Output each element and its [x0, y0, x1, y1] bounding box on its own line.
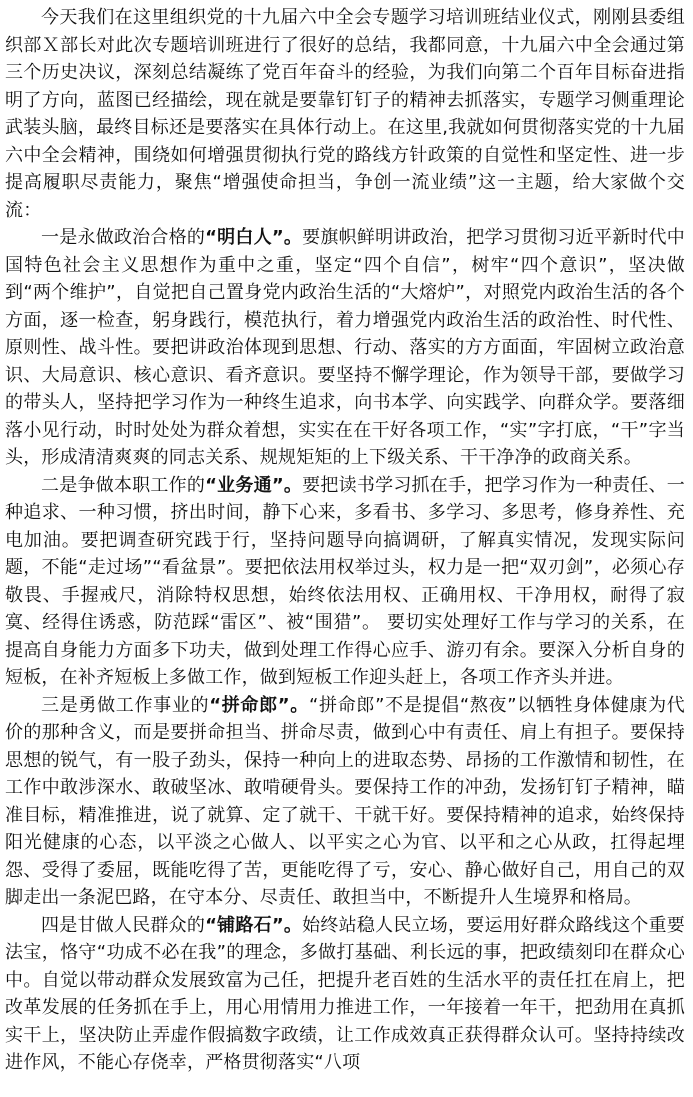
- paragraph-text: “拼命郎”不是提倡“熬夜”以牺牲身体健康为代价的那种含义，而是要拼命担当、拼命尽责，做到心中有责任、肩上有担子。要保持思想的锐气，有一股子劲头，保持一种向上的进取态势、昂扬的工作激情和韧性，在工作中敢涉深水、敢破坚冰、敢啃硬骨头。要保持工作的冲劲，发扬钉钉子精神，瞄准目标，精准推进，说了就算、定了就干、干就干好。要保持精神的追求，始终保持阳光健康的心态，以平淡之心做人、以平实之心为官、以平和之心从政，扛得起埋怨、受得了委屈，既能吃得了苦，更能吃得了亏，安心、静心做好自己，用自己的双脚走出一条泥巴路，在守本分、尽责任、敢担当中，不断提升人生境界和格局。: [5, 694, 685, 908]
- paragraph-keyword: “业务通”。: [205, 474, 303, 496]
- paragraph-text: 始终站稳人民立场，要运用好群众路线这个重要法宝，恪守“功成不必在我”的理念，多做打基础、利长远的事，把政绩刻印在群众心中。自觉以带动群众发展致富为己任，把提升老百姓的生活水平的责任扛在肩上，把改革发展的任务抓在手上，用心用情用力推进工作，一年接着一年干，把劲用在真抓实干上，坚决防止弄虚作假搞数字政绩，让工作成效真正获得群众认可。坚持持续改进作风，不能心存侥幸，严格贯彻落实“八项: [5, 914, 685, 1073]
- paragraph-lead: 二是争做本职工作的: [41, 474, 206, 496]
- paragraph-point-4: [5, 912, 685, 1077]
- paragraph-lead: 四是甘做人民群众的: [41, 914, 206, 936]
- paragraph-text: 要旗帜鲜明讲政治，把学习贯彻习近平新时代中国特色社会主义思想作为重中之重，坚定“四个自信”，树牢“四个意识”，坚决做到“两个维护”，自觉把自己置身党内政治生活的“大熔炉”，对照党内政治生活的各个方面，逐一检查，躬身践行，模范执行，着力增强党内政治生活的政治性、时代性、原则性、战斗性。要把讲政治体现到思想、行动、落实的方方面面，牢固树立政治意识、大局意识、核心意识、看齐意识。要坚持不懈学理论，作为领导干部，要做学习的带头人，坚持把学习作为一种终生追求，向书本学、向实践学、向群众学。要落细落小见行动，时时处处为群众着想，实实在在干好各项工作，“实”字打底，“干”字当头，形成清清爽爽的同志关系、规规矩矩的上下级关系、干干净净的政商关系。: [5, 227, 685, 468]
- paragraph-text: 要把读书学习抓在手，把学习作为一种责任、一种追求、一种习惯，挤出时间，静下心来，多看书、多学习、多思考，修身养性、充电加油。要把调查研究践于行，坚持问题导向搞调研，了解真实情况，发现实际问题，不能“走过场”“看盆景”。要把依法用权举过头，权力是一把“双刃剑”，必须心存敬畏、手握戒尺，消除特权思想，始终依法用权、正确用权、干净用权，耐得了寂寞、经得住诱惑，防范踩“雷区”、被“围猎”。 要切实处理好工作与学习的关系，在提高自身能力方面多下功夫，做到处理工作得心应手、游刃有余。要深入分析自身的短板，在补齐短板上多做工作，做到短板工作迎头赶上，各项工作齐头并进。: [5, 474, 685, 688]
- paragraph-keyword: “明白人”。: [205, 227, 303, 248]
- paragraph-point-2: [5, 472, 685, 692]
- paragraph-keyword: “铺路石”。: [205, 914, 303, 936]
- paragraph-lead: 一是永做政治合格的: [41, 227, 206, 248]
- paragraph-point-1: [5, 224, 685, 472]
- paragraph-point-3: [5, 692, 685, 912]
- paragraph-intro: [5, 4, 685, 224]
- paragraph-lead: 三是勇做工作事业的: [41, 694, 210, 716]
- paragraph-keyword: “拼命郎”。: [209, 694, 309, 716]
- paragraph-text: 今天我们在这里组织党的十九届六中全会专题学习培训班结业仪式，刚刚县委组织部Ｘ部长对此次专题培训班进行了很好的总结，我都同意，十九届六中全会通过第三个历史决议，深刻总结凝练了党百年奋斗的经验，为我们向第二个百年目标奋进指明了方向，蓝图已经描绘，现在就是要靠钉钉子的精神去抓落实，专题学习侧重理论武装头脑，最终目标还是要落实在具体行动上。在这里,我就如何贯彻落实党的十九届六中全会精神，围绕如何增强贯彻执行党的路线方针政策的自觉性和坚定性、进一步提高履职尽责能力，聚焦“增强使命担当，争创一流业绩”这一主题，给大家做个交流：: [5, 7, 685, 221]
